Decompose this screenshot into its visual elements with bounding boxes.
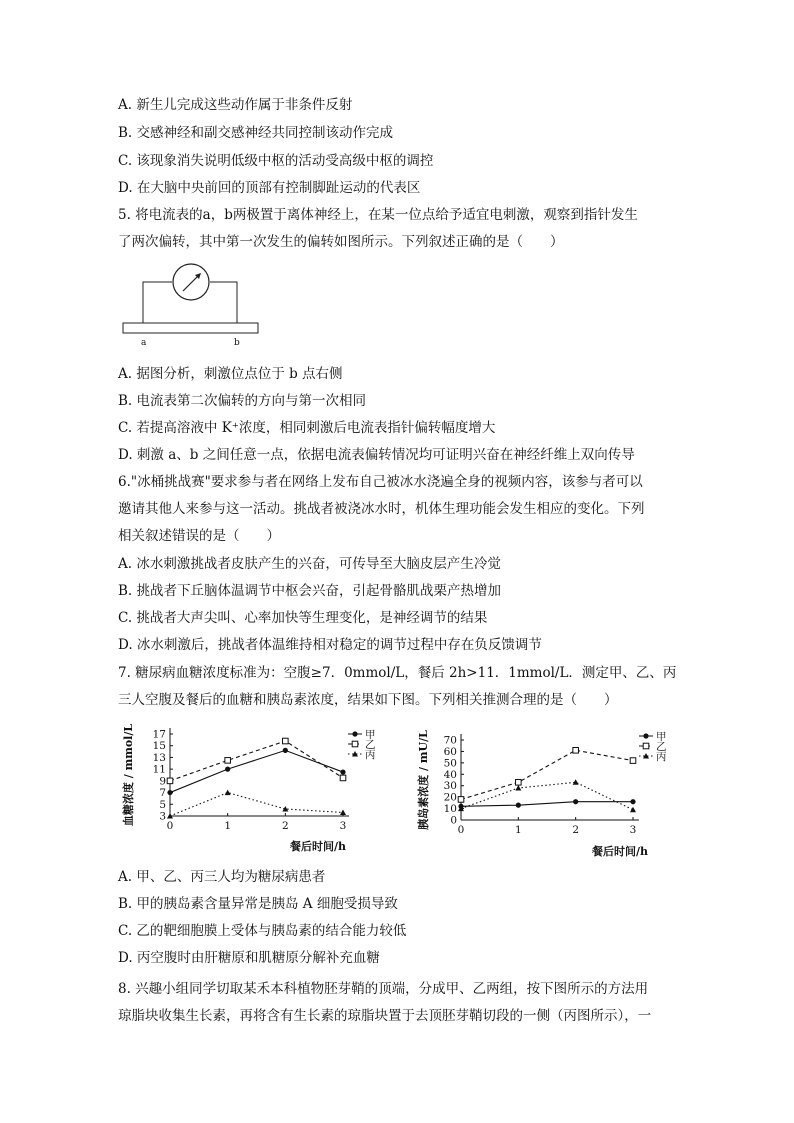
q5-option-a: A. 据图分析，刺激位点位于 b 点右侧	[118, 366, 343, 382]
wire-b	[210, 282, 237, 323]
q6-stem-line-2: 邀请其他人来参与这一活动。挑战者被浇冰水时，机体生理功能会发生相应的变化。下列	[118, 501, 645, 517]
series-line-1	[170, 750, 343, 792]
q6-stem-line-3: 相关叙述错误的是（ ）	[118, 528, 280, 544]
x-tick-label: 1	[224, 820, 232, 832]
q6-stem-line-1: 6."冰桶挑战赛"要求参与者在网络上发布自己被冰水浇遍全身的视频内容，该参与者可以	[118, 474, 643, 490]
data-point	[167, 790, 172, 795]
q6-option-a: A. 冰水刺激挑战者皮肤产生的兴奋，可传导至大脑皮层产生冷觉	[118, 556, 501, 572]
data-point	[630, 807, 636, 813]
y-tick-label: 13	[152, 751, 166, 764]
legend-label: 甲	[656, 731, 667, 743]
x-tick-label: 3	[629, 824, 637, 836]
x-axis-label: 餐后时间/h	[289, 840, 347, 853]
data-point	[225, 767, 230, 772]
ammeter-dial	[173, 264, 209, 300]
data-point	[458, 797, 464, 803]
q5-stem-line-1: 5. 将电流表的a，b两极置于离体神经上，在某一位点给予适宜电刺激，观察到指针发生	[118, 207, 638, 223]
galvanometer-figure	[115, 262, 265, 352]
legend-label: 乙	[365, 739, 376, 751]
y-tick-label: 50	[443, 757, 457, 770]
data-point	[340, 769, 345, 774]
y-tick-label: 30	[443, 780, 457, 793]
y-tick-label: 40	[443, 768, 457, 781]
data-point	[225, 790, 231, 796]
data-point	[516, 779, 522, 785]
legend-marker	[352, 731, 357, 736]
electrode-a-label: a	[141, 338, 147, 348]
q7-option-a: A. 甲、乙、丙三人均为糖尿病患者	[118, 869, 326, 885]
data-point	[573, 747, 579, 753]
data-point	[225, 758, 231, 764]
y-tick-label: 15	[152, 740, 166, 753]
y-tick-label: 11	[152, 763, 166, 776]
series-line-2	[461, 750, 633, 799]
data-point	[630, 799, 635, 804]
data-point	[167, 778, 173, 784]
legend-label: 丙	[365, 749, 376, 761]
q5-option-b: B. 电流表第二次偏转的方向与第一次相同	[118, 393, 367, 409]
data-point	[340, 809, 346, 815]
y-tick-label: 0	[450, 814, 457, 827]
y-tick-label: 60	[443, 745, 457, 758]
x-tick-label: 1	[514, 824, 522, 836]
legend-marker	[643, 733, 648, 738]
y-tick-label: 70	[443, 734, 457, 747]
wire-a	[143, 282, 172, 323]
q7-stem-line-1: 7. 糖尿病血糖浓度标准为：空腹≥7．0mmol/L，餐后 2h>11．1mmol/L．测定甲、乙、丙	[118, 665, 677, 681]
x-tick-label: 3	[339, 820, 347, 832]
y-axis-label: 胰岛素浓度 / mU/L	[417, 730, 430, 830]
x-tick-label: 0	[166, 820, 174, 832]
q4-option-b: B. 交感神经和副交感神经共同控制该动作完成	[118, 125, 394, 141]
data-point	[630, 758, 636, 764]
y-tick-label: 7	[159, 787, 166, 800]
q6-option-b: B. 挑战者下丘脑体温调节中枢会兴奋，引起骨骼肌战栗产热增加	[118, 583, 502, 599]
electrode-b-label: b	[234, 338, 240, 348]
q8-stem-line-2: 琼脂块收集生长素，再将含有生长素的琼脂块置于去顶胚芽鞘切段的一侧（丙图所示），一	[118, 1008, 652, 1024]
legend-marker	[643, 743, 649, 749]
y-tick-label: 3	[159, 810, 166, 823]
y-tick-label: 20	[443, 791, 457, 804]
data-point	[516, 803, 521, 808]
data-point	[283, 748, 288, 753]
x-tick-label: 0	[457, 824, 465, 836]
blood-glucose-chart	[118, 720, 376, 860]
data-point	[340, 775, 346, 781]
legend-label: 乙	[656, 741, 667, 753]
series-line-1	[461, 802, 633, 807]
q6-option-d: D. 冰水刺激后，挑战者体温维持相对稳定的调节过程中存在负反馈调节	[118, 637, 542, 653]
q4-option-a: A. 新生儿完成这些动作属于非条件反射	[118, 97, 353, 113]
y-tick-label: 5	[159, 798, 166, 811]
data-point	[515, 785, 521, 791]
nerve-fiber	[123, 323, 258, 333]
series-line-3	[170, 793, 343, 816]
q8-stem-line-1: 8. 兴趣小组同学切取某禾本科植物胚芽鞘的顶端，分成甲、乙两组，按下图所示的方法用	[118, 981, 649, 997]
q5-stem-line-2: 了两次偏转，其中第一次发生的偏转如图所示。下列叙述正确的是（ ）	[118, 234, 564, 250]
y-axis-label: 血糖浓度 / mmol/L	[122, 723, 135, 827]
y-tick-label: 10	[443, 803, 457, 816]
q7-option-b: B. 甲的胰岛素含量异常是胰岛 A 细胞受损导致	[118, 896, 398, 912]
q4-option-c: C. 该现象消失说明低级中枢的活动受高级中枢的调控	[118, 153, 434, 169]
q7-option-c: C. 乙的靶细胞膜上受体与胰岛素的结合能力较低	[118, 923, 407, 939]
x-axis-label: 餐后时间/h	[591, 845, 649, 858]
legend-label: 甲	[365, 729, 376, 741]
data-point	[283, 738, 289, 744]
q5-option-d: D. 刺激 a、b 之间任意一点，依据电流表偏转情况均可证明兴奋在神经纤维上双向传导	[118, 447, 635, 463]
y-tick-label: 17	[152, 728, 166, 741]
q6-option-c: C. 挑战者大声尖叫、心率加快等生理变化，是神经调节的结果	[118, 610, 488, 626]
y-tick-label: 9	[159, 775, 166, 788]
q4-option-d: D. 在大脑中央前回的顶部有控制脚趾运动的代表区	[118, 180, 421, 196]
q7-stem-line-2: 三人空腹及餐后的血糖和胰岛素浓度，结果如下图。下列相关推测合理的是（ ）	[118, 692, 618, 708]
x-tick-label: 2	[281, 820, 289, 832]
legend-label: 丙	[656, 751, 667, 763]
legend-marker	[352, 741, 358, 747]
q7-option-d: D. 丙空腹时由肝糖原和肌糖原分解补充血糖	[118, 950, 380, 966]
series-line-2	[170, 741, 343, 781]
q5-option-c: C. 若提高溶液中 K⁺浓度，相同刺激后电流表指针偏转幅度增大	[118, 420, 496, 436]
data-point	[573, 799, 578, 804]
x-tick-label: 2	[572, 824, 580, 836]
insulin-chart	[415, 726, 675, 862]
